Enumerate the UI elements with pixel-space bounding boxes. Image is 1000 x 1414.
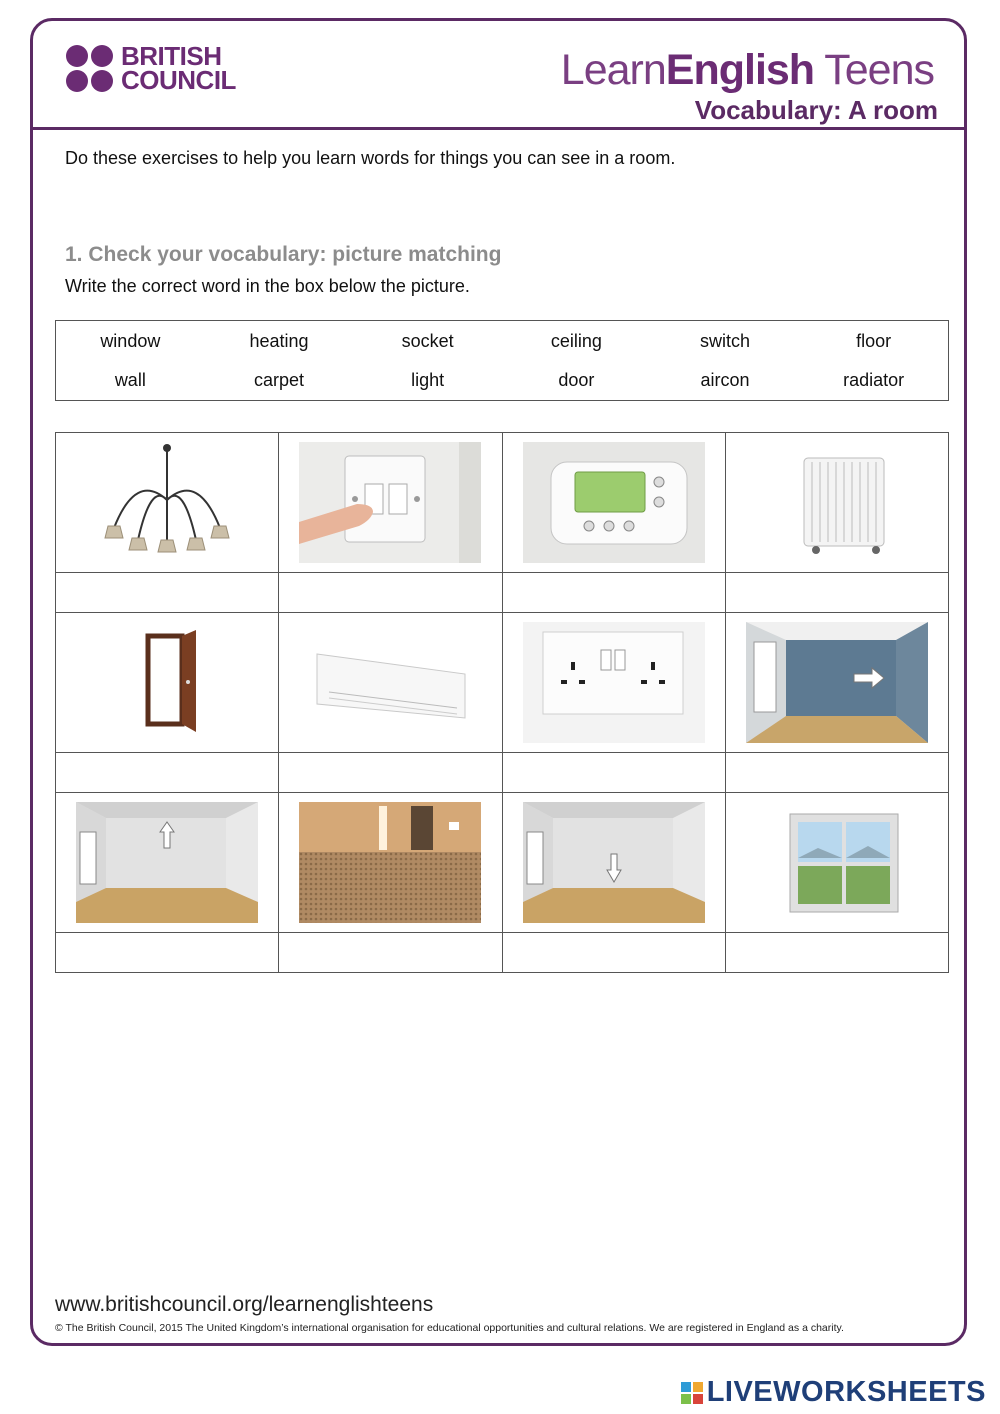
logo-line-1: BRITISH xyxy=(121,41,222,71)
brand-english: English xyxy=(665,46,815,94)
picture-cell xyxy=(502,433,725,573)
picture-cell xyxy=(725,433,948,573)
picture-cell xyxy=(279,793,502,933)
answer-box[interactable] xyxy=(56,573,279,613)
picture-cell xyxy=(56,433,279,573)
copyright-notice: © The British Council, 2015 The United Kingdom’s international organisation for educational opportunities and cultural relations. We are registered in England as a charity. xyxy=(55,1322,844,1334)
word-bank-item: heating xyxy=(249,330,309,351)
word-bank-item: radiator xyxy=(843,370,905,390)
section-heading: 1. Check your vocabulary: picture matching xyxy=(65,243,502,266)
word-bank xyxy=(55,320,949,401)
picture-matching-grid xyxy=(55,432,949,973)
site-url[interactable]: www.britishcouncil.org/learnenglishteens xyxy=(55,1293,434,1316)
picture-cell xyxy=(502,793,725,933)
word-bank-item: switch xyxy=(699,330,750,351)
answer-row xyxy=(56,933,949,973)
worksheet-title: Vocabulary: A room xyxy=(694,95,938,125)
logo-line-2: COUNCIL xyxy=(121,65,236,95)
light-switch-icon xyxy=(299,442,481,563)
answer-box[interactable] xyxy=(56,753,279,793)
watermark-text: LIVEWORKSHEETS xyxy=(706,1376,986,1408)
answer-box[interactable] xyxy=(502,933,725,973)
learnenglish-teens-brand xyxy=(561,46,934,95)
word-bank-item: door xyxy=(558,370,595,390)
picture-row xyxy=(56,433,949,573)
liveworksheets-logo-icon xyxy=(681,1382,703,1404)
picture-cell xyxy=(725,613,948,753)
brand-learn: Learn xyxy=(560,46,666,94)
picture-cell xyxy=(502,613,725,753)
chandelier-icon xyxy=(76,442,258,563)
carpet-icon xyxy=(299,802,481,923)
answer-box[interactable] xyxy=(725,933,948,973)
room-ceiling-arrow-icon xyxy=(76,802,258,923)
radiator-icon xyxy=(746,442,928,563)
picture-row xyxy=(56,793,949,933)
word-bank-item: light xyxy=(411,370,445,390)
answer-box[interactable] xyxy=(279,753,502,793)
word-bank-item: carpet xyxy=(253,370,304,390)
picture-cell xyxy=(279,613,502,753)
answer-row xyxy=(56,753,949,793)
word-bank-item: wall xyxy=(114,370,146,390)
window-icon xyxy=(746,802,928,923)
answer-box[interactable] xyxy=(502,573,725,613)
brand-teens: Teens xyxy=(814,46,934,94)
answer-box[interactable] xyxy=(56,933,279,973)
word-bank-item: floor xyxy=(856,330,892,351)
answer-box[interactable] xyxy=(502,753,725,793)
answer-box[interactable] xyxy=(725,753,948,793)
header-divider xyxy=(30,127,967,130)
liveworksheets-watermark xyxy=(681,1376,986,1409)
answer-box[interactable] xyxy=(279,573,502,613)
room-floor-arrow-icon xyxy=(523,802,705,923)
picture-cell xyxy=(279,433,502,573)
answer-box[interactable] xyxy=(279,933,502,973)
thermostat-icon xyxy=(523,442,705,563)
answer-row xyxy=(56,573,949,613)
air-conditioner-icon xyxy=(299,622,481,743)
picture-row xyxy=(56,613,949,753)
intro-text: Do these exercises to help you learn words for things you can see in a room. xyxy=(65,148,676,168)
room-wall-arrow-icon xyxy=(746,622,928,743)
wall-socket-icon xyxy=(523,622,705,743)
section-instruction: Write the correct word in the box below the picture. xyxy=(65,276,470,296)
picture-cell xyxy=(56,613,279,753)
picture-cell xyxy=(56,793,279,933)
answer-box[interactable] xyxy=(725,573,948,613)
logo-dots-icon xyxy=(66,45,113,92)
picture-cell xyxy=(725,793,948,933)
word-bank-item: aircon xyxy=(700,370,750,390)
word-bank-item: ceiling xyxy=(550,330,602,351)
british-council-logo xyxy=(66,41,236,95)
word-bank-item: socket xyxy=(401,330,454,351)
door-icon xyxy=(76,622,258,743)
word-bank-item: window xyxy=(100,330,161,351)
